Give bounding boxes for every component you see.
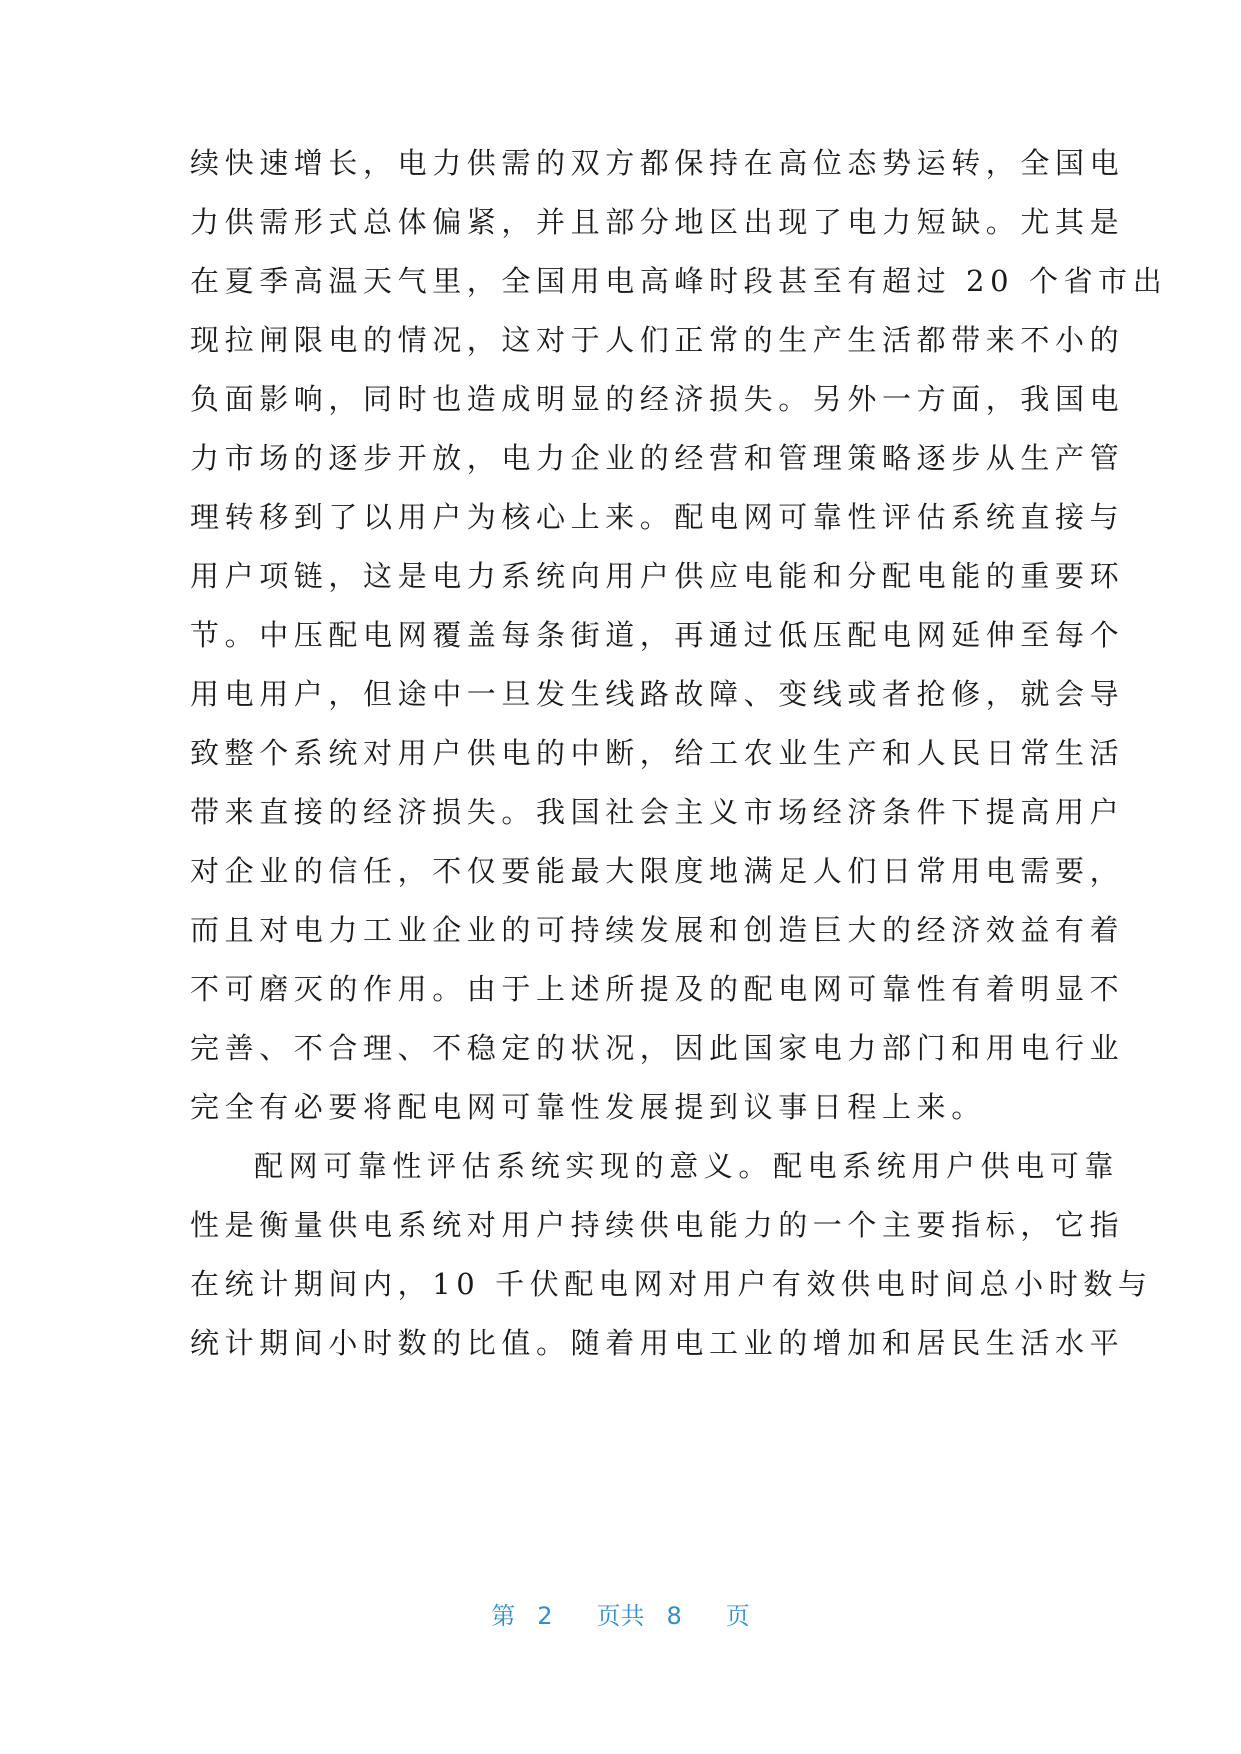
page-footer <box>0 1600 1241 1632</box>
text-line: 统计期间小时数的比值。随着用电工业的增加和居民生活水平 <box>190 1326 1125 1360</box>
text-line: 在统计期间内，10 千伏配电网对用户有效供电时间总小时数与 <box>190 1267 1153 1301</box>
text-line: 节。中压配电网覆盖每条街道，再通过低压配电网延伸至每个 <box>190 618 1125 652</box>
footer-suffix: 页 <box>725 1602 750 1630</box>
text-line: 带来直接的经济损失。我国社会主义市场经济条件下提高用户 <box>190 795 1125 829</box>
text-line: 力供需形式总体偏紧，并且部分地区出现了电力短缺。尤其是 <box>190 205 1125 239</box>
text-line: 不可磨灭的作用。由于上述所提及的配电网可靠性有着明显不 <box>190 972 1125 1006</box>
footer-prefix: 第 <box>491 1602 516 1630</box>
text-line: 完全有必要将配电网可靠性发展提到议事日程上来。 <box>190 1090 986 1124</box>
footer-total-pages: 8 <box>666 1602 682 1630</box>
text-line: 性是衡量供电系统对用户持续供电能力的一个主要指标，它指 <box>190 1208 1125 1242</box>
text-line: 力市场的逐步开放，电力企业的经营和管理策略逐步从生产管 <box>190 441 1125 475</box>
text-line: 而且对电力工业企业的可持续发展和创造巨大的经济效益有着 <box>190 913 1125 947</box>
paragraph-first-line: 配网可靠性评估系统实现的意义。配电系统用户供电可靠 <box>254 1149 1120 1183</box>
text-line: 完善、不合理、不稳定的状况，因此国家电力部门和用电行业 <box>190 1031 1125 1065</box>
footer-middle: 页共 <box>596 1602 645 1630</box>
text-line: 续快速增长，电力供需的双方都保持在高位态势运转，全国电 <box>190 146 1125 180</box>
footer-current-page: 2 <box>537 1602 553 1630</box>
text-line: 用电用户，但途中一旦发生线路故障、变线或者抢修，就会导 <box>190 677 1125 711</box>
text-line: 负面影响，同时也造成明显的经济损失。另外一方面，我国电 <box>190 382 1125 416</box>
text-line: 现拉闸限电的情况，这对于人们正常的生产生活都带来不小的 <box>190 323 1125 357</box>
text-line: 用户项链，这是电力系统向用户供应电能和分配电能的重要环 <box>190 559 1125 593</box>
text-line: 致整个系统对用户供电的中断，给工农业生产和人民日常生活 <box>190 736 1125 770</box>
text-line: 在夏季高温天气里，全国用电高峰时段甚至有超过 20 个省市出 <box>190 264 1168 298</box>
text-line: 理转移到了以用户为核心上来。配电网可靠性评估系统直接与 <box>190 500 1125 534</box>
text-line: 对企业的信任，不仅要能最大限度地满足人们日常用电需要， <box>190 854 1125 888</box>
